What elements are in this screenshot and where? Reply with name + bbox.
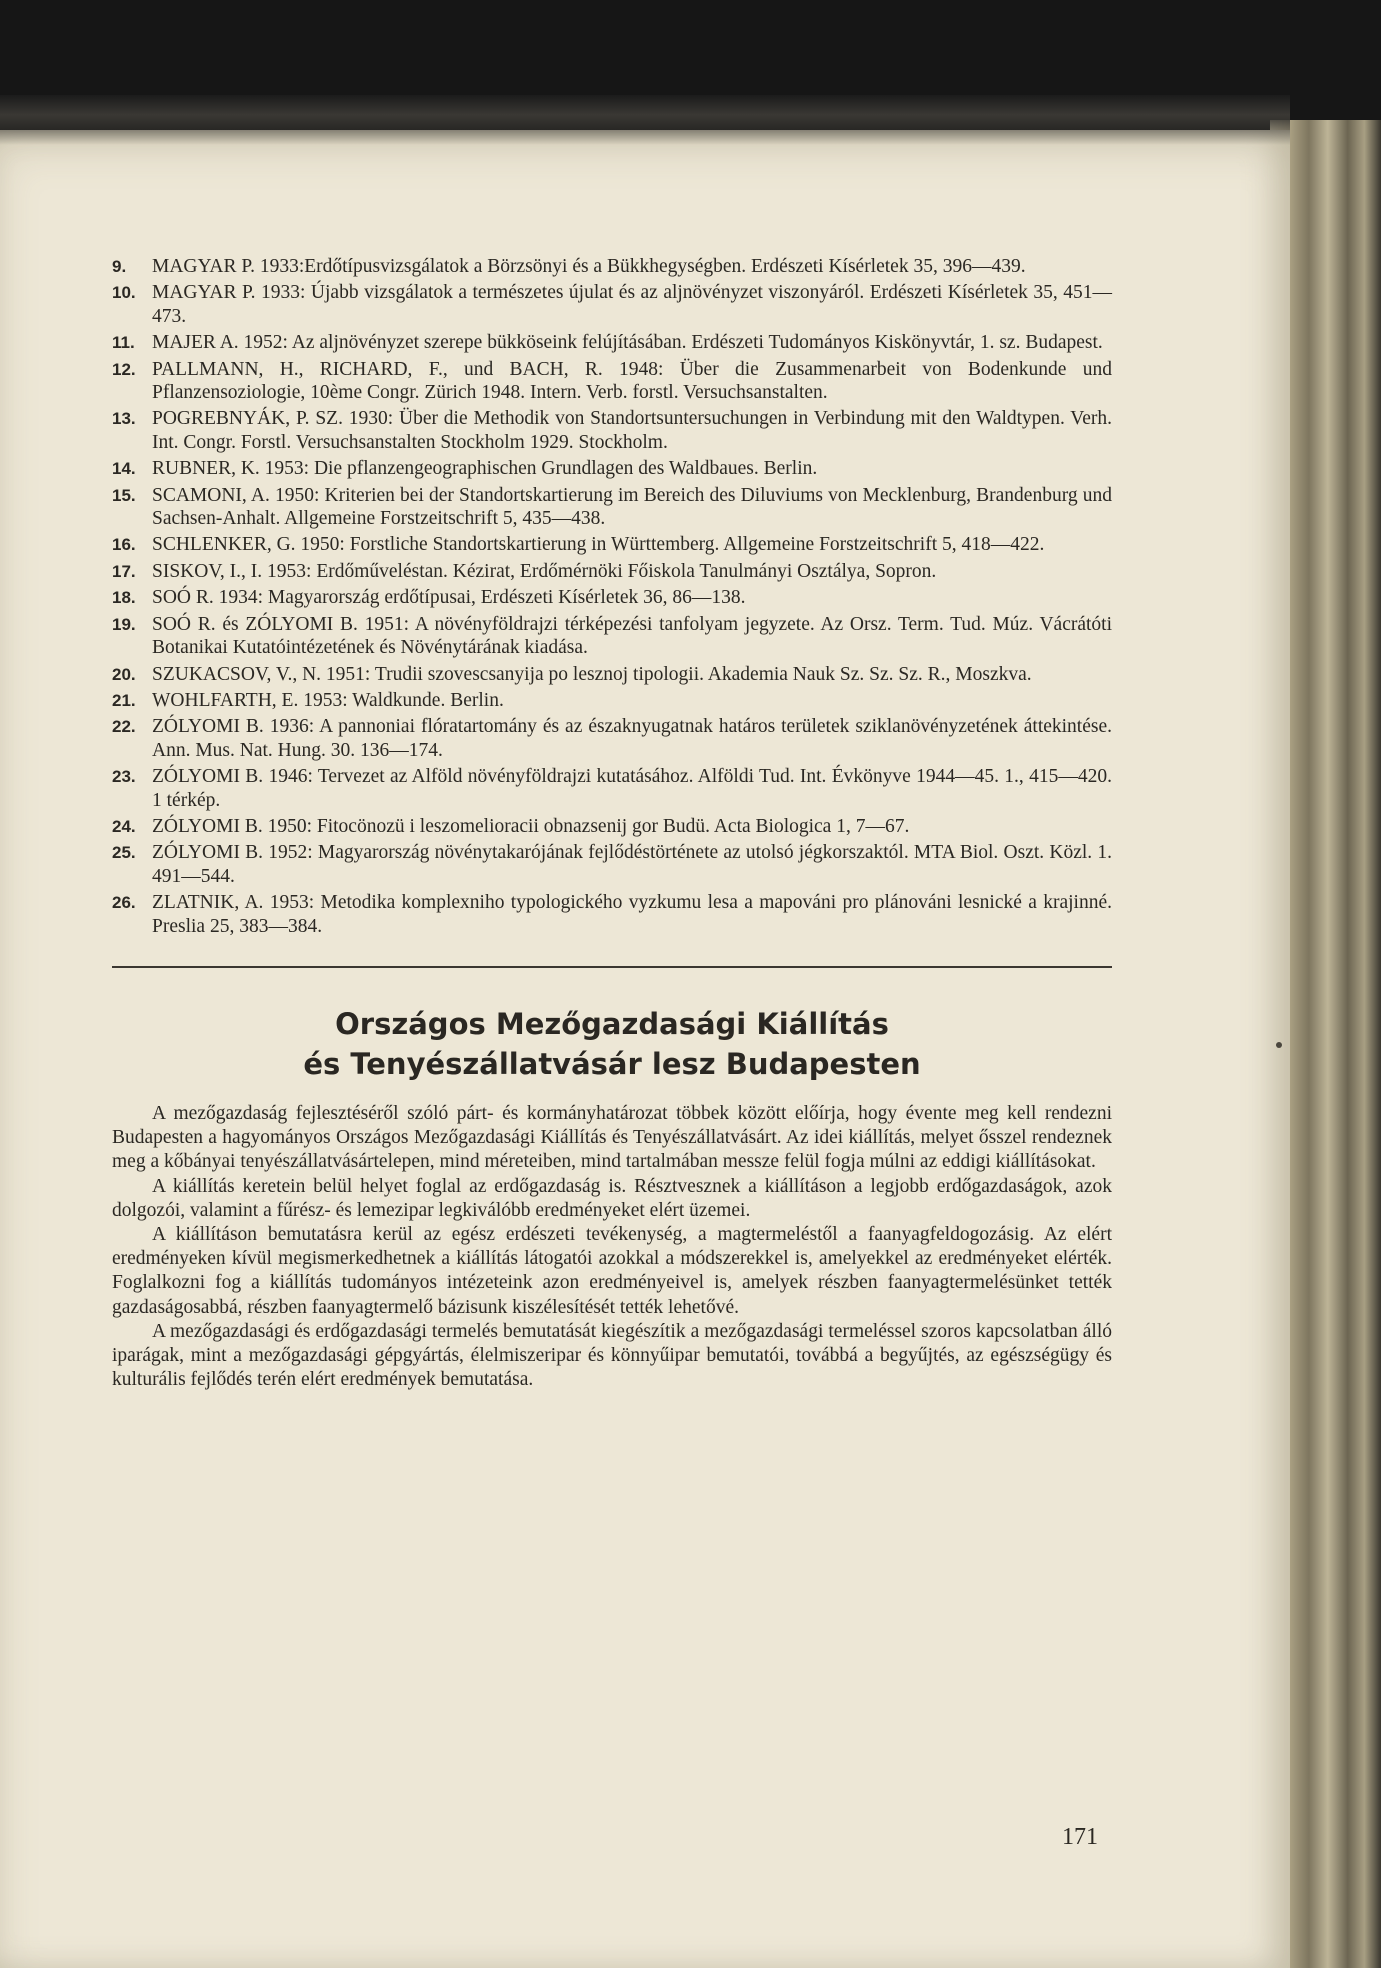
reference-number: 23.: [112, 767, 136, 787]
reference-text: SISKOV, I., I. 1953: Erdőműveléstan. Kézirat, Erdőmérnöki Főiskola Tanulmányi Osztálya, Sopron.: [152, 560, 937, 582]
reference-text: POGREBNYÁK, P. SZ. 1930: Über die Methodik von Standortsuntersuchungen in Verbindung mit den Waldtypen. Verh. Int. Congr. Forstl. Versuchsanstalten Stockholm 1929. Stockholm.: [152, 408, 1112, 453]
reference-item: [112, 715, 1112, 762]
reference-item: [112, 689, 1112, 712]
reference-number: 16.: [112, 535, 136, 555]
reference-text: SCAMONI, A. 1950: Kriterien bei der Standortskartierung im Bereich des Diluviums von Mecklenburg, Brandenburg und Sachsen-Anhalt. Allgemeine Forstzeitschrift 5, 435—438.: [152, 484, 1112, 530]
reference-number: 21.: [112, 690, 136, 710]
reference-text: ZÓLYOMI B. 1936: A pannoniai flóratartomány és az északnyugatnak határos területek sziklanövényzetének áttekintése. Ann. Mus. Nat. Hung. 30. 136—174.: [152, 716, 1112, 761]
section-divider: [112, 966, 1112, 968]
reference-text: SZUKACSOV, V., N. 1951: Trudii szovescsanyija po lesznoj tipologii. Akademia Nauk Sz. Sz. Sz. R., Moszkva.: [152, 663, 1032, 685]
page-number: 171: [1062, 1824, 1098, 1850]
top-shadow: [0, 95, 1290, 145]
reference-number: 9.: [112, 257, 127, 276]
reference-number: 14.: [112, 459, 136, 479]
reference-number: 15.: [112, 485, 136, 505]
reference-item: [112, 457, 1112, 480]
reference-item: [112, 815, 1112, 838]
reference-number: 11.: [112, 333, 135, 353]
reference-item: [112, 891, 1112, 938]
reference-item: [112, 765, 1112, 812]
reference-text: SOÓ R. 1934: Magyarország erdőtípusai, Erdészeti Kísérletek 36, 86—138.: [152, 587, 746, 609]
article-paragraph: A kiállításon bemutatásra kerül az egész erdészeti tevékenység, a magtermeléstől a faanyagfeldogozásig. Az elért eredményeken kívül megismerkedhetnek a kiállítás látogatói azokkal a módszerekkel is, amelyekkel az eredményeket elérték. Foglalkozni fog a kiállítás tudományos intézeteink azon eredményeivel is, amelyek részben faanyagtermelésünket tették gazdaságosabbá, részben faanyagtermelő bázisunk kiszélesítését tették lehetővé.: [112, 1223, 1112, 1318]
reference-item: [112, 560, 1112, 583]
margin-mark: [1276, 1042, 1282, 1048]
reference-number: 26.: [112, 893, 136, 913]
reference-number: 18.: [112, 588, 136, 608]
reference-number: 20.: [112, 664, 136, 684]
reference-number: 12.: [112, 359, 136, 379]
article-paragraph: A mezőgazdasági és erdőgazdasági termelés bemutatását kiegészítik a mezőgazdasági termeléssel szoros kapcsolatban álló iparágak, mint a mezőgazdasági gépgyártás, élelmiszeripar és könnyűipar bemutatói, továbbá a begyűjtés, az egészségügy és kulturális fejlődés terén elért eredmények bemutatása.: [112, 1320, 1112, 1391]
reference-item: [112, 255, 1112, 278]
reference-number: 17.: [112, 561, 136, 581]
reference-number: 19.: [112, 614, 136, 634]
reference-number: 24.: [112, 816, 136, 836]
reference-number: 10.: [112, 283, 136, 303]
reference-text: ZÓLYOMI B. 1950: Fitocönozü i leszomelioracii obnazsenij gor Budü. Acta Biologica 1, 7—67.: [152, 815, 910, 837]
article-paragraph: A mezőgazdaság fejlesztéséről szóló párt- és kormányhatározat többek között előírja, hogy évente meg kell rendezni Budapesten a hagyományos Országos Mezőgazdasági Kiállítás és Tenyészállatvásárt. Az idei kiállítás, melyet ősszel rendeznek meg a kőbányai tenyészállatvásártelepen, mind méreteiben, mind tartalmában messze felül fogja múlni az eddigi kiállításokat.: [112, 1102, 1112, 1173]
reference-item: [112, 841, 1112, 888]
reference-item: [112, 613, 1112, 660]
article-paragraph: A kiállítás keretein belül helyet foglal az erdőgazdaság is. Résztvesznek a kiállításon a legjobb erdőgazdaságok, azok dolgozói, valamint a fűrész- és lemezipar legkiválóbb eredményeket elért üzemei.: [112, 1175, 1112, 1221]
reference-item: [112, 358, 1112, 405]
article-body: [112, 1102, 1112, 1392]
reference-text: ZLATNIK, A. 1953: Metodika komplexniho typologického vyzkumu lesa a mapováni pro plánováni lesnické a krajinné. Preslia 25, 383—384.: [152, 892, 1112, 937]
article-title-line-2: és Tenyészállatvásár lesz Budapesten: [303, 1046, 921, 1081]
reference-number: 13.: [112, 409, 136, 429]
reference-text: SOÓ R. és ZÓLYOMI B. 1951: A növényföldrajzi térképezési tanfolyam jegyzete. Az Orsz. Term. Tud. Múz. Vácrátóti Botanikai Kutatóintézetének és Növénytárának kiadása.: [152, 613, 1112, 659]
reference-number: 25.: [112, 843, 136, 863]
reference-item: [112, 281, 1112, 328]
article-title-line-1: Országos Mezőgazdasági Kiállítás: [335, 1006, 889, 1041]
reference-text: PALLMANN, H., RICHARD, F., und BACH, R. 1948: Über die Zusammenarbeit von Bodenkunde und Pflanzensoziologie, 10ème Congr. Zürich 1948. Intern. Verb. forstl. Versuchsanstalten.: [152, 358, 1112, 404]
reference-text: SCHLENKER, G. 1950: Forstliche Standortskartierung in Württemberg. Allgemeine Forstzeitschrift 5, 418—422.: [152, 534, 1045, 556]
reference-item: [112, 331, 1112, 354]
reference-text: MAGYAR P. 1933: Újabb vizsgálatok a természetes újulat és az aljnövényzet viszonyáról. Erdészeti Kísérletek 35, 451—473.: [152, 282, 1112, 327]
reference-item: [112, 533, 1112, 556]
reference-text: ZÓLYOMI B. 1946: Tervezet az Alföld növényföldrajzi kutatásához. Alföldi Tud. Int. Évkönyve 1944—45. 1., 415—420. 1 térkép.: [152, 766, 1112, 811]
reference-text: MAGYAR P. 1933:Erdőtípusvizsgálatok a Börzsönyi és a Bükkhegységben. Erdészeti Kísérletek 35, 396—439.: [152, 256, 1026, 277]
reference-number: 22.: [112, 717, 136, 737]
reference-item: [112, 484, 1112, 531]
article-title: [112, 1004, 1112, 1084]
reference-item: [112, 407, 1112, 454]
reference-list: [112, 255, 1112, 938]
reference-item: [112, 586, 1112, 609]
page-content: [112, 255, 1112, 1392]
reference-text: WOHLFARTH, E. 1953: Waldkunde. Berlin.: [152, 689, 504, 711]
reference-text: ZÓLYOMI B. 1952: Magyarország növénytakarójának fejlődéstörténete az utolsó jégkorszaktól. MTA Biol. Oszt. Közl. 1. 491—544.: [152, 842, 1112, 887]
reference-text: RUBNER, K. 1953: Die pflanzengeographischen Grundlagen des Waldbaues. Berlin.: [152, 458, 818, 480]
reference-text: MAJER A. 1952: Az aljnövényzet szerepe bükköseink felújításában. Erdészeti Tudományos Kiskönyvtár, 1. sz. Budapest.: [152, 332, 1103, 354]
reference-item: [112, 663, 1112, 686]
